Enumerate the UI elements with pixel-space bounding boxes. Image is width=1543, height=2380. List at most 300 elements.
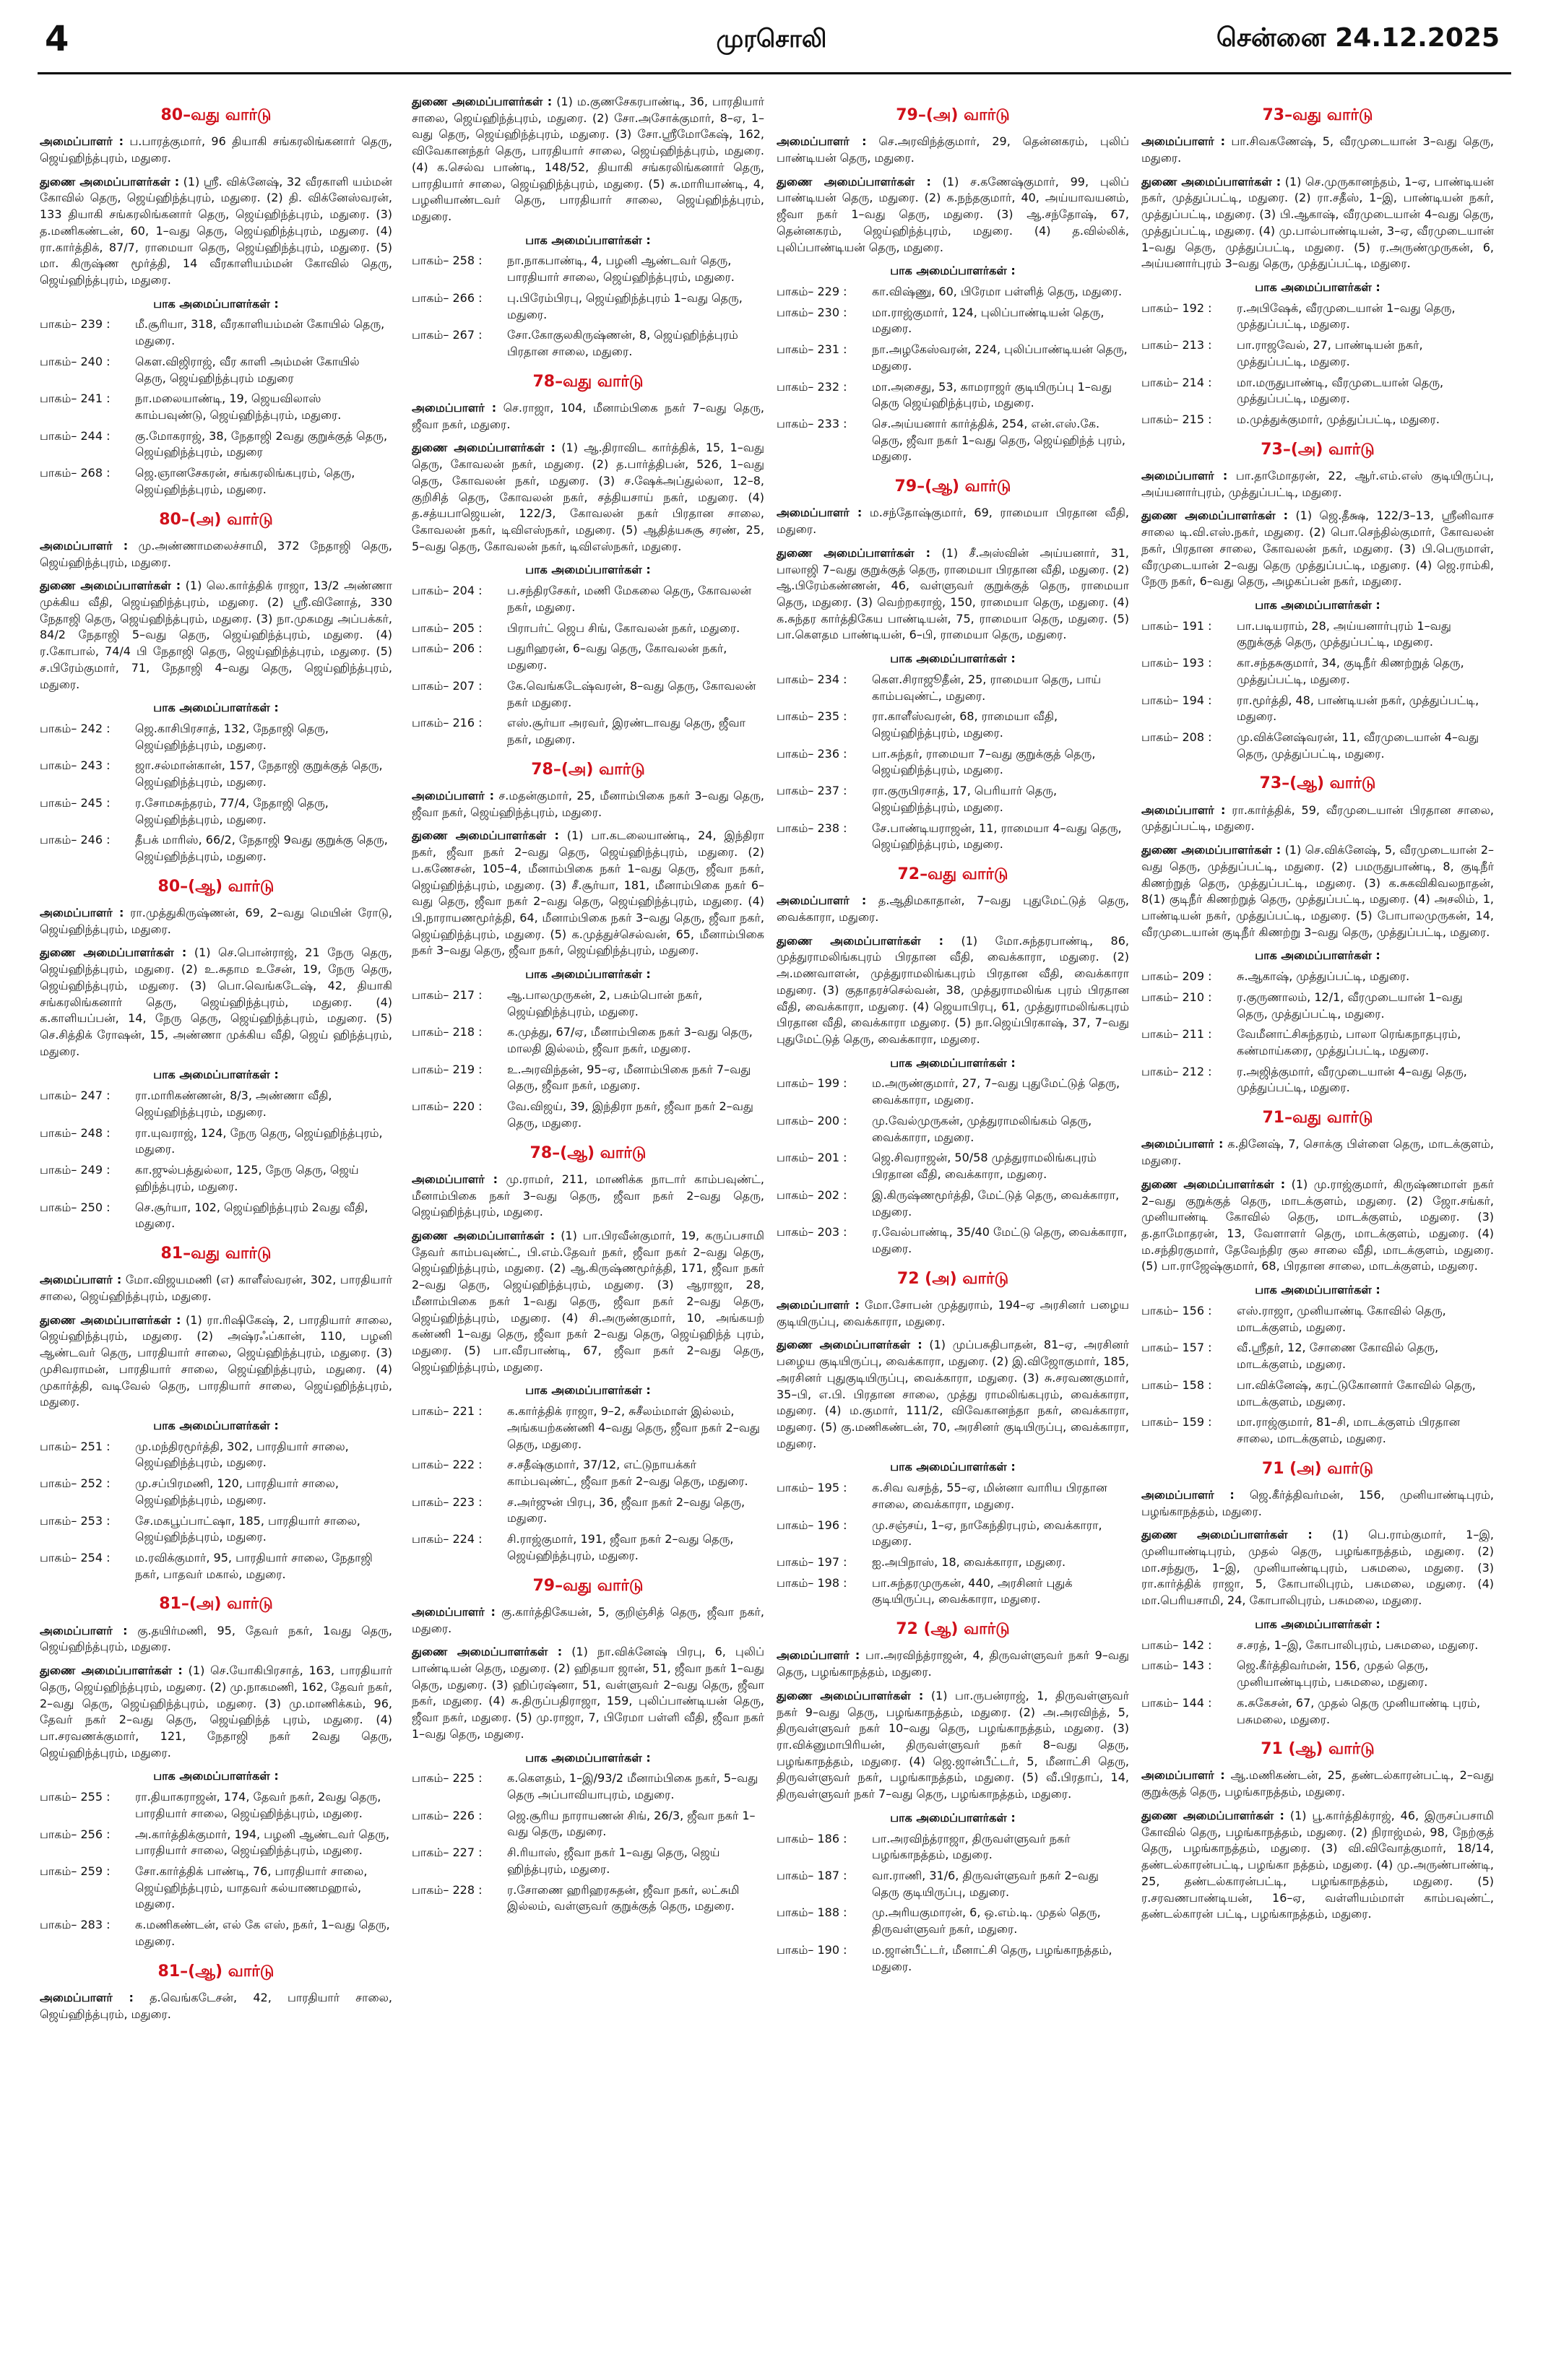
ward-section xyxy=(412,1142,764,1565)
booth-number: பாகம்– 241 : xyxy=(40,391,111,406)
booth-number: பாகம்– 216 : xyxy=(412,716,483,730)
booth-text: மு.விக்னேஷ்வரன், 11, வீரமுடையான் 4–வது தெரு, முத்துப்பட்டி, மதுரை. xyxy=(1237,730,1479,761)
agent-label: அமைப்பாளர் : xyxy=(40,134,124,149)
ward-heading: 80–(ஆ) வார்டு xyxy=(157,877,275,896)
booth-text: ஐ.அபிநாஸ், 18, வைக்காரா, மதுரை. xyxy=(872,1554,1066,1569)
booth-row xyxy=(412,1062,764,1094)
booth-heading: பாக அமைப்பாளர்கள் : xyxy=(153,701,279,715)
ward-heading: 71–வது வார்டு xyxy=(1262,1109,1373,1128)
deputy-entry xyxy=(777,1337,1129,1452)
agent-entry xyxy=(777,1648,1129,1680)
booth-number: பாகம்– 237 : xyxy=(777,784,847,798)
agent-entry xyxy=(40,538,392,571)
booth-row xyxy=(1141,375,1494,407)
booth-text: அ.கார்த்திக்குமார், 194, பழனி ஆண்டவர் தெரு, பாரதியார் சாலை, ஜெய்ஹிந்த்புரம், மதுரை. xyxy=(135,1827,390,1858)
booth-number: பாகம்– 249 : xyxy=(40,1163,111,1177)
ward-section xyxy=(1141,104,1494,428)
booth-row xyxy=(777,305,1129,337)
deputy-text: (1) லெ.கார்த்திக் ராஜா, 13/2 அண்ணா முக்கிய வீதி, ஜெய்ஹிந்த்புரம், மதுரை. (2) ஸ்ரீ.வினோத், 330 நேதாஜி தெரு, ஜெய்ஹிந்த்புரம், மதுரை. (3) நா.முகமது அப்பக்கர், 84/2 நேதாஜி 5–வது தெரு, ஜெய்ஹிந்த்புரம், மதுரை. (4) ர.கோபால், 74/4 பி நேதாஜி தெரு, ஜெய்ஹிந்த்புரம், மதுரை. (5) ச.பிரேம்குமார், 71, நேதாஜி 4–வது தெரு, ஜெய்ஹிந்த்புரம், மதுரை. xyxy=(40,579,392,691)
ward-heading: 80–(அ) வார்டு xyxy=(159,510,273,529)
booth-text: பிராபர்ட் ஜெப சிங், கோவலன் நகர், மதுரை. xyxy=(507,620,740,635)
agent-label: அமைப்பாளர் : xyxy=(40,906,124,920)
agent-entry xyxy=(777,505,1129,537)
deputy-label: துணை அமைப்பாளர்கள் : xyxy=(40,1663,183,1678)
booth-number: பாகம்– 258 : xyxy=(412,254,483,268)
booth-heading: பாக அமைப்பாளர்கள் : xyxy=(153,1769,279,1783)
booth-number: பாகம்– 221 : xyxy=(412,1404,483,1419)
ward-heading: 78–வது வார்டு xyxy=(532,372,644,391)
booth-number: பாகம்– 209 : xyxy=(1141,969,1212,984)
column-2 xyxy=(412,94,764,2369)
booth-row xyxy=(1141,693,1494,725)
newspaper-name: முரசொலி xyxy=(716,25,827,53)
deputy-entry xyxy=(777,933,1129,1048)
booth-text: ரா.காளீஸ்வரன், 68, ராமையா வீதி, ஜெய்ஹிந்த்புரம், மதுரை. xyxy=(872,709,1058,740)
agent-text: த.வெங்கடேசன், 42, பாரதியார் சாலை, ஜெய்ஹிந்த்புரம், மதுரை. xyxy=(40,1990,392,2021)
booth-row xyxy=(40,1088,392,1120)
booth-number: பாகம்– 283 : xyxy=(40,1918,111,1932)
ward-section xyxy=(412,1575,764,1915)
deputy-entry xyxy=(412,440,764,555)
booth-number: பாகம்– 211 : xyxy=(1141,1027,1212,1042)
booth-number: பாகம்– 245 : xyxy=(40,795,111,810)
ward-heading: 79–வது வார்டு xyxy=(532,1576,644,1595)
deputy-entry xyxy=(1141,1527,1494,1609)
booth-text: க.மணிகண்டன், எல் கே எஸ், நகர், 1–வது தெரு, மதுரை. xyxy=(135,1918,390,1948)
booth-number: பாகம்– 259 : xyxy=(40,1864,111,1878)
booth-row xyxy=(40,1513,392,1546)
booth-text: ஜா.சல்மான்கான், 157, நேதாஜி குறுக்குத் தெரு, ஜெய்ஹிந்த்புரம், மதுரை. xyxy=(135,758,383,789)
booth-number: பாகம்– 266 : xyxy=(412,290,483,305)
booth-text: எஸ்.ராஜா, முனியாண்டி கோவில் தெரு, மாடக்குளம், மதுரை. xyxy=(1237,1303,1446,1334)
booth-number: பாகம்– 144 : xyxy=(1141,1695,1212,1710)
booth-number: பாகம்– 246 : xyxy=(40,833,111,847)
booth-row xyxy=(777,783,1129,815)
ward-heading: 71 (ஆ) வார்டு xyxy=(1261,1740,1375,1759)
deputy-text: (1) ஜெ.தீக்ஷ, 122/3–13, ஸ்ரீனிவாச சாலை டி.வி.எஸ்.நகர், மதுரை. (2) பொ.செந்தில்குமார், கோவலன் நகர், பிரதான சாலை, கோவலன் நகர், மதுரை. (3) பி.பெருமாள், வீரமுடையான் 2–வது தெரு முத்துப்பட்டி, மதுரை. (4) ஜெ.ராம்கி, நேரு நகர், 6–வது தெரு, அழகப்பன் நகர், மதுரை. xyxy=(1141,509,1494,589)
booth-text: பா.சுந்தர், ராமையா 7–வது குறுக்குத் தெரு, ஜெய்ஹிந்த்புரம், மதுரை. xyxy=(872,746,1096,777)
agent-entry xyxy=(1141,1767,1494,1800)
booth-number: பாகம்– 225 : xyxy=(412,1771,483,1786)
booth-heading: பாக அமைப்பாளர்கள் : xyxy=(525,1750,651,1765)
deputy-text: (1) மு.ராஜ்குமார், கிருஷ்ணமாள் நகர் 2–வது குறுக்குத் தெரு, மாடக்குளம், மதுரை. (2) ஜோ.சங்கர், முனியாண்டி கோவில் தெரு, மாடக்குளம், மதுரை. (3) த.தாமோதரன், 13, வேளாளர் தெரு, மாடக்குளம், மதுரை. (4) ம.சந்திரகுமார், தேவேந்திர குல சாலை வீதி, மாடக்குளம், மதுரை. (5) பா.ராஜேஷ்குமார், 68, பிரதான சாலை, மாடக்குளம், மதுரை. xyxy=(1141,1177,1494,1273)
booth-number: பாகம்– 231 : xyxy=(777,342,847,357)
booth-text: கௌ.சிராஜூதீன், 25, ராமையா தெரு, பாய் காம்பவுண்ட், மதுரை. xyxy=(872,672,1102,703)
booth-text: ஜெ.கீர்த்திவர்மன், 156, முதல் தெரு, முனியாண்டிபுரம், பசுமலை, மதுரை. xyxy=(1237,1658,1429,1689)
booth-text: கௌ.விஜிராஜ், வீர காளி அம்மன் கோயில் தெரு, ஜெய்ஹிந்த்புரம் மதுரை xyxy=(135,354,360,385)
ward-section xyxy=(777,1268,1129,1608)
booth-text: எஸ்.சூர்யா அரவர், இரண்டாவது தெரு, ஜீவா நகர், மதுரை. xyxy=(507,716,745,746)
agent-text: க.தினேஷ், 7, சொக்கு பிள்ளை தெரு, மாடக்குளம், மதுரை. xyxy=(1141,1137,1494,1168)
booth-text: ரா.மூர்த்தி, 48, பாண்டியன் நகர், முத்துப்பட்டி, மதுரை. xyxy=(1237,693,1479,724)
booth-number: பாகம்– 242 : xyxy=(40,722,111,736)
deputy-text: (1) ஆ.திராவிட கார்த்திக், 15, 1–வது தெரு, கோவலன் நகர், மதுரை. (2) த.பார்த்திபன், 526, 1–வது தெரு, கோவலன் நகர், மதுரை. (3) ச.ஷேக்அப்துல்லா, 12–8, குறிசித் தெரு, கோவலன் நகர், சத்தியசாய் நகர், மதுரை. (4) த.சத்யபாஜெயன், 122/3, கோவலன் நகர் பிரதான சாலை, கோவலன் நகர், டிவிஎஸ்நகர், மதுரை. (5) ஆதித்யசுசூ சரண், 25, 5–வது தெரு, கோவலன் நகர், டிவிஎஸ்நகர், மதுரை. xyxy=(412,441,764,553)
agent-label: அமைப்பாளர் : xyxy=(412,1604,496,1619)
booth-number: பாகம்– 213 : xyxy=(1141,338,1212,352)
booth-number: பாகம்– 235 : xyxy=(777,709,847,724)
booth-row xyxy=(412,1099,764,1131)
booth-heading: பாக அமைப்பாளர்கள் : xyxy=(890,1460,1016,1474)
deputy-entry xyxy=(40,578,392,693)
booth-row xyxy=(777,672,1129,704)
agent-entry xyxy=(40,1623,392,1656)
booth-text: ப.சந்திரசேகர், மணி மேகலை தெரு, கோவலன் நகர், மதுரை. xyxy=(507,584,752,614)
booth-row xyxy=(412,1531,764,1564)
deputy-entry xyxy=(40,1663,392,1761)
booth-row xyxy=(412,715,764,748)
deputy-entry xyxy=(1141,1177,1494,1275)
deputy-label: துணை அமைப்பாளர்கள் : xyxy=(412,441,556,455)
deputy-entry xyxy=(412,94,764,225)
booth-text: மு.சஞ்சய், 1–ஏ, நாகேந்திரபுரம், வைக்காரா, மதுரை. xyxy=(872,1518,1102,1549)
ward-section xyxy=(1141,438,1494,763)
agent-label: அமைப்பாளர் : xyxy=(1141,468,1228,483)
deputy-label: துணை அமைப்பாளர்கள் : xyxy=(777,174,931,189)
booth-number: பாகம்– 250 : xyxy=(40,1200,111,1214)
booth-number: பாகம்– 187 : xyxy=(777,1868,847,1882)
booth-number: பாகம்– 224 : xyxy=(412,1532,483,1546)
agent-text: ம.சந்தோஷ்குமார், 69, ராமையா பிரதான வீதி, மதுரை. xyxy=(777,506,1129,537)
booth-row xyxy=(40,428,392,461)
deputy-entry xyxy=(1141,174,1494,272)
booth-text: மா.ராஜ்குமார், 124, புலிப்பாண்டியன் தெரு, மதுரை. xyxy=(872,305,1105,336)
ward-heading: 81–வது வார்டு xyxy=(160,1244,272,1263)
deputy-text: (1) ஸ்ரீ. விக்னேஷ், 32 வீரகாளி யம்மன் கோவில் தெரு, ஜெய்ஹிந்த்புரம், மதுரை. (2) தி. விக்னேஸ்வரன், 133 தியாகி சங்கரலிங்கனார் தெரு, ஜெய்ஹிந்த்புரம், மதுரை. (3) த.மணிகண்டன், 60, 1–வது தெரு, ஜெய்ஹிந்த்புரம், மதுரை. (4) ரா.கார்த்திக், 87/7, ராமையா தெரு, ஜெய்ஹிந்த்புரம், மதுரை. (5) மா. கிருஷ்ண மூர்த்தி, 14 வீரகாளியம்மன் கோவில் தெரு, ஜெய்ஹிந்த்புரம், மதுரை. xyxy=(40,174,392,287)
ward-section xyxy=(40,875,392,1232)
agent-label: அமைப்பாளர் : xyxy=(1141,134,1225,149)
booth-number: பாகம்– 159 : xyxy=(1141,1415,1212,1429)
booth-text: வேமீனாட்சிசுந்தரம், பாலா ரெங்கநாதபுரம், கண்மாய்கரை, முத்துப்பட்டி, மதுரை. xyxy=(1237,1027,1461,1058)
booth-heading: பாக அமைப்பாளர்கள் : xyxy=(153,296,279,311)
booth-number: பாகம்– 247 : xyxy=(40,1089,111,1103)
booth-number: பாகம்– 226 : xyxy=(412,1808,483,1822)
booth-text: ச.சதீஷ்குமார், 37/12, எட்டுநாயக்கர் காம்பவுண்ட், ஜீவா நகர் 2–வது தெரு, மதுரை. xyxy=(507,1458,748,1489)
booth-text: செ.அய்யனார் கார்த்திக், 254, என்.எஸ்.கே. தெரு, ஜீவா நகர் 1–வது தெரு, ஜெய்ஹிந்த் புரம், மதுரை. xyxy=(872,417,1125,464)
booth-row xyxy=(777,1480,1129,1513)
booth-text: ச.சரத், 1–இ, கோபாலிபுரம், பசுமலை, மதுரை. xyxy=(1237,1637,1479,1652)
agent-entry xyxy=(1141,468,1494,501)
booth-heading: பாக அமைப்பாளர்கள் : xyxy=(890,1055,1016,1070)
booth-text: கா.ஜுல்பத்துல்லா, 125, நேரு தெரு, ஜெய் ஹிந்த்புரம், மதுரை. xyxy=(135,1163,359,1193)
booth-text: நா.அழகேஸ்வரன், 224, புலிப்பாண்டியன் தெரு, மதுரை. xyxy=(872,342,1128,373)
ward-section xyxy=(1141,772,1494,1096)
booth-row xyxy=(1141,1695,1494,1728)
ward-section xyxy=(1141,1107,1494,1447)
booth-text: உ.அரவிந்தன், 95–ஏ, மீனாம்பிகை நகர் 7–வது தெரு, ஜீவா நகர், மதுரை. xyxy=(507,1062,751,1093)
booth-text: பதுரிஹரன், 6–வது தெரு, கோவலன் நகர், மதுரை. xyxy=(507,641,727,672)
agent-label: அமைப்பாளர் : xyxy=(40,1623,128,1637)
booth-number: பாகம்– 256 : xyxy=(40,1827,111,1841)
deputy-text: (1) ம.குணசேகரபாண்டி, 36, பாரதியார் சாலை, ஜெய்ஹிந்த்புரம், மதுரை. (2) சோ.அசோக்குமார், 8–ஏ, 1–வது தெரு, ஜெய்ஹிந்த்புரம், மதுரை. (3) சோ.ஸ்ரீமோகேஷ், 162, விவேகானந்தர் தெரு, பாரதியார் சாலை, ஜெய்ஹிந்த்புரம், மதுரை. (4) க.செல்வ பாண்டி, 148/52, தியாகி சங்கரலிங்கனார் தெரு, பாரதியார் சாலை, ஜெய்ஹிந்த்புரம், மதுரை. (5) சு.மாரியாண்டி, 4, பழனியாண்டவர் தெரு, பாரதியார் சாலை, ஜெய்ஹிந்த்புரம், மதுரை. xyxy=(412,95,764,224)
booth-number: பாகம்– 158 : xyxy=(1141,1377,1212,1392)
agent-label: அமைப்பாளர் : xyxy=(777,506,863,520)
booth-text: ரா.மாரிகண்ணன், 8/3, அண்ணா வீதி, ஜெய்ஹிந்த்புரம், மதுரை. xyxy=(135,1089,332,1119)
booth-text: சே.பாண்டியராஜன், 11, ராமையா 4–வது தெரு, ஜெய்ஹிந்த்புரம், மதுரை. xyxy=(872,821,1122,852)
booth-row xyxy=(777,1575,1129,1608)
ward-heading: 78–(அ) வார்டு xyxy=(531,760,645,779)
ward-section xyxy=(777,104,1129,465)
deputy-entry xyxy=(1141,842,1494,940)
booth-row xyxy=(40,1162,392,1195)
agent-text: ரா.முத்துகிருஷ்ணன், 69, 2–வது மெயின் ரோடு, ஜெய்ஹிந்த்புரம், மதுரை. xyxy=(40,906,392,936)
booth-row xyxy=(40,1917,392,1950)
column-3 xyxy=(777,94,1129,2369)
booth-text: ர.வேல்பாண்டி, 35/40 மேட்டு தெரு, வைக்காரா, மதுரை. xyxy=(872,1225,1128,1255)
booth-text: மு.வேல்முருகன், முத்துராமலிங்கம் தெரு, வைக்காரா, மதுரை. xyxy=(872,1113,1092,1144)
booth-text: சே.மகபூப்பாட்ஷா, 185, பாரதியார் சாலை, ஜெய்ஹிந்த்புரம், மதுரை. xyxy=(135,1513,360,1544)
booth-row xyxy=(1141,1303,1494,1336)
agent-entry xyxy=(412,788,764,821)
deputy-label: துணை அமைப்பாளர்கள் : xyxy=(777,1688,924,1702)
agent-text: ப.பாரத்குமார், 96 தியாகி சங்கரலிங்கனார் தெரு, ஜெய்ஹிந்த்புரம், மதுரை. xyxy=(40,134,392,165)
booth-text: ம.ஜான்பீட்டர், மீனாட்சி தெரு, பழங்காநத்தம், மதுரை. xyxy=(872,1942,1112,1973)
booth-row xyxy=(1141,730,1494,762)
ward-heading: 72 (அ) வார்டு xyxy=(896,1269,1009,1288)
booth-row xyxy=(1141,300,1494,333)
ward-section xyxy=(777,1618,1129,1975)
ward-heading: 80–வது வார்டு xyxy=(160,106,272,124)
ward-section xyxy=(40,1960,392,2023)
booth-number: பாகம்– 239 : xyxy=(40,317,111,332)
agent-entry xyxy=(1141,802,1494,835)
booth-row xyxy=(777,1187,1129,1220)
booth-number: பாகம்– 268 : xyxy=(40,466,111,480)
booth-text: ம.ரவிக்குமார், 95, பாரதியார் சாலை, நேதாஜி நகர், பாதவர் மகால், மதுரை. xyxy=(135,1550,373,1581)
deputy-text: (1) செ.பொன்ராஜ், 21 நேரு தெரு, ஜெய்ஹிந்த்புரம், மதுரை. (2) உ.சுதாம உசேன், 19, நேரு தெரு, ஜெய்ஹிந்த்புரம், மதுரை. (3) பொ.வெங்கடேஷ், 42, தியாகி சங்கரலிங்கனார் தெரு, ஜெய்ஹிந்த்புரம், மதுரை. (4) க.காளியப்பன், 14, நேரு தெரு, ஜெய்ஹிந்த்புரம், மதுரை. (5) செ.சித்திக் ரோஷன், 15, அண்ணா முக்கிய வீதி, ஜெய் ஹிந்த்புரம், மதுரை. xyxy=(40,945,392,1058)
booth-text: பா.படியராம், 28, அய்யனார்புரம் 1–வது குறுக்குத் தெரு, முத்துப்பட்டி, மதுரை. xyxy=(1237,618,1451,649)
deputy-text: (1) ச.கணேஷ்குமார், 99, புலிப் பாண்டியன் தெரு, மதுரை. (2) க.நந்தகுமார், 40, அய்யாவயனம், ஜீவா நகர் 1–வது தெரு, மதுரை. (3) ஆ.சந்தோஷ், 67, தென்னகரம், ஜெய்ஹிந்த்புரம், மதுரை. (4) த.வில்லிக், புலிப்பாண்டியன் தெரு, மதுரை. xyxy=(777,174,1129,254)
booth-row xyxy=(412,1024,764,1057)
booth-text: மு.சப்பிரமணி, 120, பாரதியார் சாலை, ஜெய்ஹிந்த்புரம், மதுரை. xyxy=(135,1476,339,1507)
agent-text: பா.தாமோதரன், 22, ஆர்.எம்.எஸ் குடியிருப்பு, அய்யனார்புரம், முத்துப்பட்டி, மதுரை. xyxy=(1141,468,1494,499)
agent-entry xyxy=(40,134,392,166)
booth-number: பாகம்– 190 : xyxy=(777,1942,847,1957)
booth-number: பாகம்– 157 : xyxy=(1141,1341,1212,1355)
agent-text: த.ஆதிமகாதான், 7–வது புதுமேட்டுத் தெரு, வைக்காரா, மதுரை. xyxy=(777,893,1129,925)
deputy-label: துணை அமைப்பாளர்கள் : xyxy=(1141,1808,1284,1822)
deputy-entry xyxy=(1141,1808,1494,1923)
ward-section xyxy=(412,758,764,1132)
ward-section xyxy=(412,94,764,360)
ward-heading: 78–(ஆ) வார்டு xyxy=(530,1143,647,1162)
deputy-text: (1) பா.பிரவீன்குமார், 19, கருப்பசாமி தேவர் காம்பவுண்ட், பி.எம்.தேவர் நகர், ஜீவா நகர் 2–வது தெரு, ஜெய்ஹிந்த்புரம், மதுரை. (2) ஆ.கிருஷ்ணமூர்த்தி, 171, ஜீவா நகர் 2–வது தெரு, ஜெய்ஹிந்த்புரம், மதுரை. (3) ஆராஜா, 28, மீனாம்பிகை நகர் 1–வது தெரு, ஜீவா நகர் 2–வது தெரு, ஜெய்ஹிந்த்புரம், மதுரை. (4) சி.அருண்குமார், 10, அங்கயற் கண்ணி 1–வது தெரு, ஜீவா நகர் 2–வது தெரு, ஜெய்ஹிந்த் புரம், மதுரை. (5) பா.வீரபாண்டி, 67, ஜீவா நகர் 2–வது தெரு, ஜெய்ஹிந்த்புரம், மதுரை. xyxy=(412,1228,764,1374)
ward-heading: 72 (ஆ) வார்டு xyxy=(896,1620,1010,1639)
deputy-entry xyxy=(40,174,392,289)
booth-row xyxy=(777,379,1129,412)
deputy-text: (1) செ.யோகிபிரசாத், 163, பாரதியார் தெரு, ஜெய்ஹிந்த்புரம், மதுரை. (2) மு.நாகமணி, 162, தேவர் நகர், 2–வது தெரு, ஜெய்ஹிந்த்புரம், மதுரை. (3) மு.மாணிக்கம், 96, தேவர் நகர் 2–வது தெரு, ஜெய்ஹிந்த் புரம், மதுரை. (4) பா.சரவணக்குமார், 121, நேதாஜி நகர் 2வது தெரு, ஜெய்ஹிந்த்புரம், மதுரை. xyxy=(40,1663,392,1760)
deputy-label: துணை அமைப்பாளர்கள் : xyxy=(40,1312,181,1327)
ward-heading: 81–(ஆ) வார்டு xyxy=(157,1962,275,1981)
booth-row xyxy=(40,1439,392,1471)
booth-heading: பாக அமைப்பாளர்கள் : xyxy=(890,652,1016,666)
agent-label: அமைப்பாளர் : xyxy=(777,134,867,149)
booth-text: மு.அரியகுமாரன், 6, ஒ.எம்.டி. முதல் தெரு, திருவள்ளுவர் நகர், மதுரை. xyxy=(872,1905,1101,1937)
booth-text: மீ.சூரியா, 318, வீரகாளியம்மன் கோயில் தெரு, மதுரை. xyxy=(135,317,385,348)
booth-number: பாகம்– 253 : xyxy=(40,1513,111,1528)
booth-row xyxy=(1141,1658,1494,1690)
agent-label: அமைப்பாளர் : xyxy=(1141,1768,1225,1783)
booth-text: சி.ரியாஸ், ஜீவா நகர் 1–வது தெரு, ஜெய் ஹிந்த்புரம், மதுரை. xyxy=(507,1845,720,1876)
deputy-text: (1) பூ.கார்த்திக்ராஜ், 46, இருசப்பசாமி கோவில் தெரு, பழங்காநத்தம், மதுரை. (2) நிராஜ்மல், 98, நேற்குத் தெரு, பழங்காநத்தம், மதுரை. (3) வி.விவோத்குமார், 18/14, தண்டல்காரன்பட்டி, பழங்கா நத்தம், மதுரை. (4) மு.அருண்பாண்டி, 25, தண்டல்காரன்பட்டி, பழங்காநத்தம், மதுரை. (5) ர.சரவணபாண்டியன், 16–ஏ, வள்ளியம்மாள் காம்பவுண்ட், தண்டல்காரன் பட்டி, பழங்காநத்தம், மதுரை. xyxy=(1141,1808,1494,1921)
deputy-label: துணை அமைப்பாளர்கள் : xyxy=(412,1228,556,1242)
booth-number: பாகம்– 205 : xyxy=(412,620,483,635)
ward-section xyxy=(40,1242,392,1583)
deputy-entry xyxy=(412,828,764,959)
booth-row xyxy=(1141,1064,1494,1096)
booth-number: பாகம்– 196 : xyxy=(777,1518,847,1532)
booth-text: ஜெ.காசிபிரசாத், 132, நேதாஜி தெரு, ஜெய்ஹிந்த்புரம், மதுரை. xyxy=(135,722,329,752)
deputy-entry xyxy=(40,945,392,1060)
agent-entry xyxy=(777,134,1129,166)
column-1 xyxy=(40,94,392,2369)
booth-text: வே.விஜய், 39, இந்திரா நகர், ஜீவா நகர் 2–வது தெரு, மதுரை. xyxy=(507,1099,753,1130)
booth-text: மா.அசைது, 53, காமராஜர் குடியிருப்பு 1–வது தெரு ஜெய்ஹிந்த்புரம், மதுரை. xyxy=(872,379,1112,410)
ward-section xyxy=(1141,1458,1494,1728)
deputy-text: (1) பா.கடலையாண்டி, 24, இந்திரா நகர், ஜீவா நகர் 2–வது தெரு, ஜெய்ஹிந்த்புரம், மதுரை. (2) ப.கணேசன், 105–4, மீனாம்பிகை நகர் 1–வது தெரு, ஜீவா நகர், ஜெய்ஹிந்த்புரம், மதுரை. (3) சீ.சூர்யா, 181, மீனாம்பிகை நகர் 6–வது தெரு, ஜீவா நகர் 2–வது தெரு, ஜெய்ஹிந்த்புரம், மதுரை. (4) பி.நாராயணமூர்த்தி, 64, மீனாம்பிகை நகர் 3–வது தெரு, ஜீவா நகர், ஜெய்ஹிந்த்புரம், மதுரை. (5) க.முத்துச்செல்வன், 65, மீனாம்பிகை நகர் 3–வது தெரு, ஜீவா நகர், ஜெய்ஹிந்த்புரம், மதுரை. xyxy=(412,828,764,958)
booth-text: ர.அஜித்குமார், வீரமுடையான் 4–வது தெரு, முத்துப்பட்டி, மதுரை. xyxy=(1237,1064,1467,1095)
agent-text: மு.அண்ணாமலைச்சாமி, 372 நேதாஜி தெரு, ஜெய்ஹிந்த்புரம், மதுரை. xyxy=(40,538,392,569)
booth-text: க.கார்த்திக் ராஜா, 9–2, சுசீலம்மாள் இல்லம், அங்கயற்கண்ணி 4–வது தெரு, ஜீவா நகர் 2–வது தெரு, மதுரை. xyxy=(507,1404,760,1451)
deputy-text: (1) பெ.ராம்குமார், 1–இ, முனியாண்டிபுரம், முதல் தெரு, பழங்காநத்தம், மதுரை. (2) மா.சந்துரு, 1–இ, முனியாண்டிபுரம், பசுமலை, மதுரை. (3) ரா.கார்த்திக் ராஜா, 5, கோபாலிபுரம், பசுமலை, மதுரை. (4) மா.பெரியசாமி, 24, கோபாலிபுரம், பசுமலை, மதுரை. xyxy=(1141,1528,1494,1608)
agent-text: ஆ.மணிகண்டன், 25, தண்டல்காரன்பட்டி, 2–வது குறுக்குத் தெரு, பழங்காநத்தம், மதுரை. xyxy=(1141,1768,1494,1799)
agent-text: ஜெ.கீர்த்திவர்மன், 156, முனியாண்டிபுரம், பழங்காநத்தம், மதுரை. xyxy=(1141,1487,1494,1518)
booth-number: பாகம்– 194 : xyxy=(1141,693,1212,707)
deputy-label: துணை அமைப்பாளர்கள் : xyxy=(777,545,931,560)
booth-number: பாகம்– 230 : xyxy=(777,305,847,319)
booth-row xyxy=(412,1808,764,1840)
deputy-text: (1) செ.முருகானந்தம், 1–ஏ, பாண்டியன் நகர், முத்துப்பட்டி, மதுரை. (2) ரா.சதீஸ், 1–இ, பாண்டியன் நகர், முத்துப்பட்டி, மதுரை. (3) பி.ஆகாஷ், வீரமுடையான் 4–வது தெரு, முத்துப்பட்டி, மதுரை. (4) மு.பால்பாண்டியன், 3–ஏ, வீரமுடையான் 1–வது தெரு, முத்துப்பட்டி, மதுரை. (5) ர.அருண்முருகன், 6, அய்யனார்புரம் 3–வது தெரு, முத்துப்பட்டி, மதுரை. xyxy=(1141,174,1494,271)
deputy-text: (1) நா.விக்னேஷ் பிரபு, 6, புலிப் பாண்டியன் தெரு, மதுரை. (2) ஹிதயா ஜான், 51, ஜீவா நகர் 1–வது தெரு, மதுரை. (3) ஹிப்ரஷ்னா, 51, வள்ளுவர் 2–வது தெரு, ஜீவா நகர், மதுரை. (4) சு.திருப்பதிராஜா, 159, புலிப்பாண்டியன் தெரு, ஜீவா நகர், மதுரை. (5) மு.ராஜா, 7, பிரேமா பள்ளி வீதி, ஜீவா நகர் 1–வது தெரு, மதுரை. xyxy=(412,1645,764,1741)
booth-number: பாகம்– 252 : xyxy=(40,1476,111,1491)
ward-heading: 81–(அ) வார்டு xyxy=(159,1595,273,1614)
booth-row xyxy=(777,1942,1129,1975)
booth-row xyxy=(777,1150,1129,1182)
agent-entry xyxy=(412,1604,764,1637)
booth-row xyxy=(412,1457,764,1489)
booth-text: மா.மருதுபாண்டி, வீரமுடையான் தெரு, முத்துப்பட்டி, மதுரை. xyxy=(1237,375,1444,406)
ward-heading: 79–(ஆ) வார்டு xyxy=(894,477,1011,496)
deputy-entry xyxy=(412,1644,764,1742)
booth-text: ஜெ.ஞானசேகரன், சங்கரலிங்கபுரம், தெரு, ஜெய்ஹிந்த்புரம், மதுரை. xyxy=(135,466,355,496)
booth-number: பாகம்– 232 : xyxy=(777,379,847,394)
booth-number: பாகம்– 142 : xyxy=(1141,1637,1212,1652)
booth-number: பாகம்– 217 : xyxy=(412,987,483,1002)
booth-row xyxy=(40,1550,392,1583)
booth-number: பாகம்– 243 : xyxy=(40,758,111,773)
deputy-text: (1) ரா.ரிஷிகேஷ், 2, பாரதியார் சாலை, ஜெய்ஹிந்த்புரம், மதுரை. (2) அஷ்ரஃப்கான், 110, பழனி ஆண்டவர் தெரு, பாரதியார் சாலை, ஜெய்ஹிந்த்புரம், மதுரை. (3) முசிவராமன், பாரதியார் சாலை, ஜெய்ஹிந்த்புரம், மதுரை. (4) முகார்த்தி, வடிவேல் தெரு, பாரதியார் சாலை, ஜெய்ஹிந்த்புரம், மதுரை. xyxy=(40,1312,392,1409)
agent-label: அமைப்பாளர் : xyxy=(777,1297,860,1312)
deputy-label: துணை அமைப்பாளர்கள் : xyxy=(777,933,944,948)
booth-heading: பாக அமைப்பாளர்கள் : xyxy=(1255,598,1380,612)
page-number: 4 xyxy=(45,19,69,59)
booth-row xyxy=(412,1882,764,1915)
agent-text: மோ.சோபன் முத்துராம், 194–ஏ அரசினர் பழைய குடியிருப்பு, வைக்காரா, மதுரை. xyxy=(777,1297,1129,1328)
booth-number: பாகம்– 214 : xyxy=(1141,375,1212,389)
ward-section xyxy=(1141,1738,1494,1923)
deputy-text: (1) மோ.சுந்தரபாண்டி, 86, முத்துராமலிங்கபுரம் பிரதான வீதி, வைக்காரா, மதுரை. (2) அ.மணவாளன், முத்துராமலிங்கபுரம் பிரதான வீதி, வைக்காரா மதுரை. (3) குதாதரச்செல்வன், 38, முத்துராமலிங்க புரம் பிரதான வீதி, வைக்காரா, மதுரை. (4) ஜெயாபிரபு, 61, முத்துராமலிங்கபுரம் பிரதான வீதி, வைக்காரா மதுரை. (5) நா.ஜெய்பிரகாஷ், 37, 7–வது புதுமேட்டுத் தெரு, வைக்காரா, மதுரை. xyxy=(777,933,1129,1047)
booth-text: கு.மோகராஜ், 38, நேதாஜி 2வது குறுக்குத் தெரு, ஜெய்ஹிந்த்புரம், மதுரை xyxy=(135,428,388,459)
booth-row xyxy=(1141,1026,1494,1059)
booth-heading: பாக அமைப்பாளர்கள் : xyxy=(525,967,651,982)
deputy-label: துணை அமைப்பாளர்கள் : xyxy=(1141,174,1281,189)
booth-text: பா.அரவிந்த்ராஜா, திருவள்ளுவர் நகர் பழங்காநத்தம், மதுரை. xyxy=(872,1831,1071,1862)
agent-text: கு.கார்த்திகேயன், 5, குறிஞ்சித் தெரு, ஜீவா நகர், மதுரை. xyxy=(412,1604,764,1635)
booth-row xyxy=(777,709,1129,741)
agent-label: அமைப்பாளர் : xyxy=(40,1990,134,2004)
agent-label: அமைப்பாளர் : xyxy=(1141,802,1226,817)
deputy-text: (1) செ.விக்னேஷ், 5, வீரமுடையான் 2–வது தெரு, முத்துப்பட்டி, மதுரை. (2) பமருதுபாண்டி, 8, குடிநீர் கிணற்றுத் தெரு, முத்துப்பட்டி, மதுரை. (3) க.சுகவிகிவலநாதன், 8(1) குடிநீர் கிணற்றுத் தெரு, முத்துப்பட்டி, மதுரை. (4) அசலிம், 1, பாண்டியன் நகர், முத்துப்பட்டி, மதுரை. (5) போபாலமுருகன், 14, வீரமுடையான் குடிநீர் கிணற்று 3–வது தெரு, முத்துப்பட்டி, மதுரை. xyxy=(1141,843,1494,939)
agent-entry xyxy=(412,1172,764,1221)
deputy-label: துணை அமைப்பாளர்கள் : xyxy=(1141,1177,1286,1191)
column-4 xyxy=(1141,94,1494,2369)
booth-row xyxy=(777,1831,1129,1864)
booth-row xyxy=(777,821,1129,853)
booth-row xyxy=(777,1076,1129,1108)
booth-text: ஆ.பாலமுருகன், 2, பசும்பொன் நகர், ஜெய்ஹிந்த்புரம், மதுரை. xyxy=(507,987,703,1018)
booth-number: பாகம்– 222 : xyxy=(412,1458,483,1472)
booth-number: பாகம்– 228 : xyxy=(412,1882,483,1897)
deputy-label: துணை அமைப்பாளர்கள் : xyxy=(412,1645,563,1659)
header-rule xyxy=(38,72,1511,74)
agent-text: மு.ராமர், 211, மாணிக்க நாடார் காம்பவுண்ட், மீனாம்பிகை நகர் 3–வது தெரு, ஜீவா நகர் 2–வது தெரு, ஜெய்ஹிந்த்புரம், மதுரை. xyxy=(412,1172,764,1219)
booth-row xyxy=(1141,990,1494,1022)
booth-text: சோ.கோகுலகிருஷ்ணன், 8, ஜெய்ஹிந்த்புரம் பிரதான சாலை, மதுரை. xyxy=(507,328,738,359)
booth-text: வீ.ஸ்ரீதர், 12, சோணை கோவில் தெரு, மாடக்குளம், மதுரை. xyxy=(1237,1341,1439,1372)
booth-row xyxy=(40,1125,392,1158)
booth-number: பாகம்– 192 : xyxy=(1141,300,1212,315)
booth-number: பாகம்– 210 : xyxy=(1141,990,1212,1004)
ward-section xyxy=(412,371,764,748)
edition-date: சென்னை 24.12.2025 xyxy=(1216,23,1500,53)
booth-row xyxy=(1141,412,1494,428)
booth-row xyxy=(412,1494,764,1527)
booth-text: ரா.குருபிரசாத், 17, பெரியார் தெரு, ஜெய்ஹிந்த்புரம், மதுரை. xyxy=(872,784,1058,814)
booth-text: இ.கிருஷ்ணமூர்த்தி, மேட்டுத் தெரு, வைக்காரா, மதுரை. xyxy=(872,1187,1120,1219)
deputy-entry xyxy=(777,545,1129,644)
agent-text: செ.அரவிந்த்குமார், 29, தென்னகரம், புலிப் பாண்டியன் தெரு, மதுரை. xyxy=(777,134,1129,165)
booth-text: மா.ராஜ்குமார், 81–சி, மாடக்குளம் பிரதான சாலை, மாடக்குளம், மதுரை. xyxy=(1237,1415,1461,1445)
booth-text: கே.வெங்கடேஷ்வரன், 8–வது தெரு, கோவலன் நகர் மதுரை. xyxy=(507,678,756,709)
booth-row xyxy=(1141,337,1494,370)
ward-section xyxy=(40,104,392,498)
booth-number: பாகம்– 191 : xyxy=(1141,618,1212,633)
booth-number: பாகம்– 238 : xyxy=(777,821,847,835)
booth-row xyxy=(40,832,392,865)
booth-text: ர.சோமசுந்தரம், 77/4, நேதாஜி தெரு, ஜெய்ஹிந்த்புரம், மதுரை. xyxy=(135,795,329,826)
booth-number: பாகம்– 220 : xyxy=(412,1099,483,1114)
deputy-text: (1) சீ.அஸ்வின் அய்யனார், 31, பாலாஜி 7–வது குறுக்குத் தெரு, ராமையா பிரதான வீதி, மதுரை. (2) ஆ.பிரேம்கண்ணன், 46, வள்ளுவர் குறுக்குத் தெரு, ராமையா தெரு, மதுரை. (3) வெற்றகராஜ், 150, ராமையா தெரு, மதுரை. (4) க.சுந்தர கார்த்திகேய பாண்டியன், 75, ராமையா தெரு, மதுரை. (5) பா.கௌதம பாண்டியன், 6–பி, ராமையா தெரு, மதுரை. xyxy=(777,545,1129,642)
booth-text: ம.அருண்குமார், 27, 7–வது புதுமேட்டுத் தெரு, வைக்காரா, மதுரை. xyxy=(872,1076,1120,1107)
booth-number: பாகம்– 198 : xyxy=(777,1575,847,1590)
deputy-label: துணை அமைப்பாளர்கள் : xyxy=(40,579,181,593)
agent-text: செ.ராஜா, 104, மீனாம்பிகை நகர் 7–வது தெரு, ஜீவா நகர், மதுரை. xyxy=(412,401,764,431)
deputy-label: துணை அமைப்பாளர்கள் : xyxy=(40,945,187,960)
booth-number: பாகம்– 200 : xyxy=(777,1113,847,1128)
agent-text: மோ.விஜயமணி (எ) காளீஸ்வரன், 302, பாரதியார் சாலை, ஜெய்ஹிந்த்புரம், மதுரை. xyxy=(40,1273,392,1303)
booth-text: சு.ஆகாஷ், முத்துப்பட்டி, மதுரை. xyxy=(1237,969,1410,984)
booth-row xyxy=(1141,618,1494,651)
ward-section xyxy=(777,475,1129,853)
booth-row xyxy=(40,354,392,386)
booth-text: தீபக் மாரிஸ், 66/2, நேதாஜி 9வது குறுக்கு தெரு, ஜெய்ஹிந்த்புரம், மதுரை. xyxy=(135,833,388,864)
booth-row xyxy=(1141,1340,1494,1372)
agent-label: அமைப்பாளர் : xyxy=(777,893,867,908)
booth-text: ம.முத்துக்குமார், முத்துப்பட்டி, மதுரை. xyxy=(1237,412,1440,427)
booth-text: ர.சோணை ஹரிஹரசுதன், ஜீவா நகர், லட்சுமி இல்லம், வள்ளுவர் குறுக்குத் தெரு, மதுரை. xyxy=(507,1882,740,1913)
booth-number: பாகம்– 233 : xyxy=(777,417,847,431)
deputy-entry xyxy=(1141,508,1494,590)
booth-row xyxy=(1141,1377,1494,1410)
